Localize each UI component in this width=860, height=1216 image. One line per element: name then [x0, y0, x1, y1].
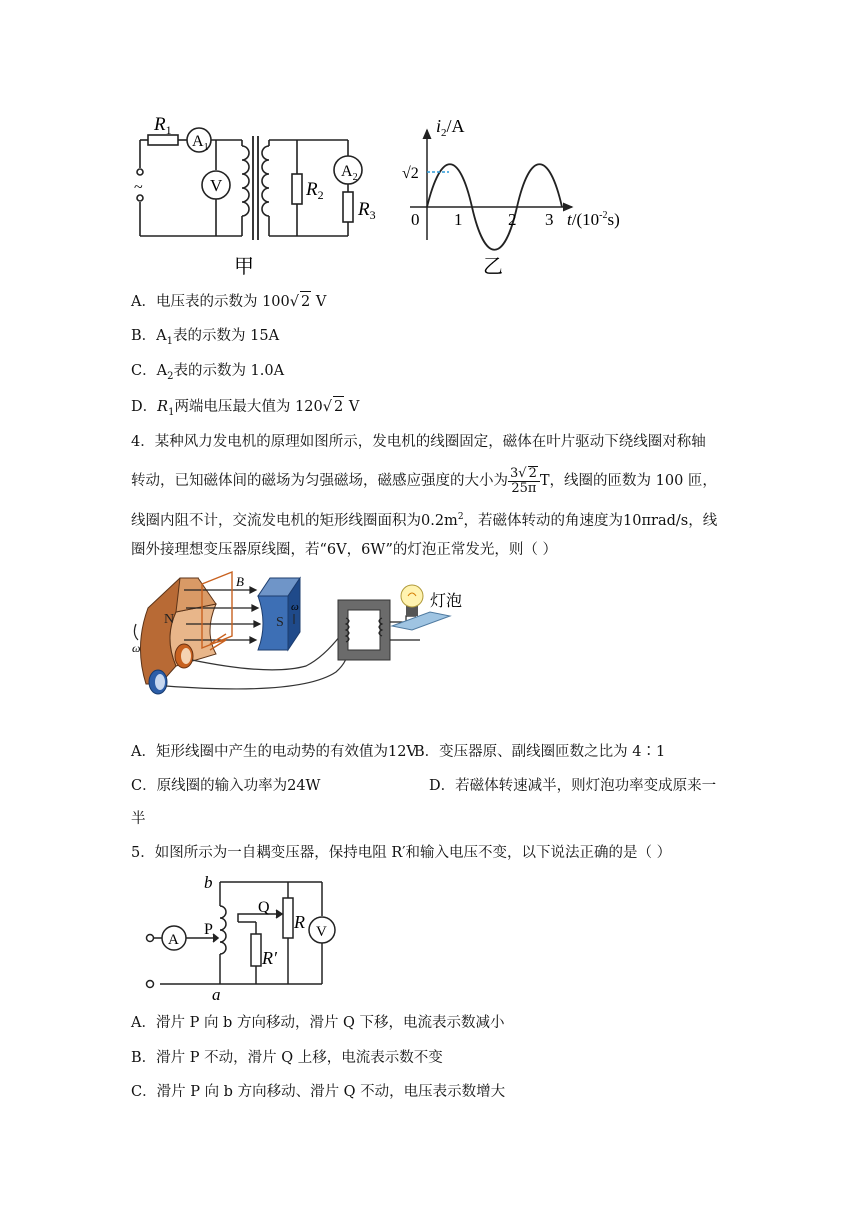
q3-option-d: D．$R_1$两端电压最大值为 120√ 2 V [131, 396, 359, 423]
bulb-label: 灯泡 [430, 593, 463, 610]
figure-yi-graph [400, 112, 650, 278]
q5-stem: 5．如图所示为一自耦变压器，保持电阻 R′和输入电压不变，以下说法正确的是（ ） [131, 845, 672, 861]
b-field-label: B [236, 574, 244, 589]
terminal-b-label: b [204, 873, 213, 892]
q5-option-c: C．滑片 P 向 b 方向移动、滑片 Q 不动，电压表示数增大 [131, 1084, 506, 1100]
q4-option-b: B．变压器原、副线圈匝数之比为 4∶1 [414, 744, 666, 760]
slider-p-label: P [204, 921, 213, 938]
tick-label: 0 [411, 210, 420, 229]
y-axis-label: $i_2/A$ [436, 116, 465, 139]
tick-label: 1 [454, 210, 463, 229]
rheostat-r-label: R [294, 912, 305, 932]
caption-jia: 甲 [234, 256, 254, 278]
slider-q-label: Q [258, 899, 270, 916]
q4-option-d: D．若磁体转速减半，则灯泡功率变成原来一 [429, 778, 717, 794]
peak-label: √2 [402, 165, 419, 182]
ac-source-symbol: ~ [134, 179, 143, 196]
omega-n-label: ω [132, 641, 141, 655]
q4-line2: 转动，已知磁体间的磁场为匀强磁场，磁感应强度的大小为 $\frac{3√ 2}{25\pi}$ T，线圈的匝数为 100 匝， [131, 466, 717, 496]
q3-option-a: A．电压表的示数为 100√ 2 V [131, 291, 326, 312]
q4-option-a: A．矩形线圈中产生的电动势的有效值为12V [131, 744, 417, 760]
r3-label: $R_3$ [358, 199, 376, 222]
r1-label: $R_1$ [154, 114, 172, 137]
omega-s-label: ω [291, 601, 299, 613]
voltmeter-label: V [316, 924, 327, 940]
b-field-fraction: $\frac{3√ 2}{25\pi}$ [508, 466, 540, 496]
q5-option-a: A．滑片 P 向 b 方向移动，滑片 Q 下移，电流表示数减小 [131, 1015, 505, 1031]
q4-option-c: C．原线圈的输入功率为24W [131, 778, 321, 794]
tick-label: 2 [508, 210, 517, 229]
n-pole-label: N [164, 612, 175, 627]
q4-option-d-cont: 半 [131, 811, 146, 827]
resistor-rprime-label: R′ [262, 948, 277, 968]
s-pole-label: S [276, 615, 284, 630]
terminal-a-label: a [212, 985, 221, 1002]
a2-label: $A_2$ [341, 163, 358, 183]
figure-wind-generator [130, 566, 470, 700]
voltmeter-label: V [210, 176, 223, 195]
ammeter-label: A [168, 932, 179, 948]
q4-line1: 4．某种风力发电机的原理如图所示，发电机的线圈固定，磁体在叶片驱动下绕线圈对称轴 [131, 434, 706, 450]
q4-line4: 圈外接理想变压器原线圈，若“6V，6W”的灯泡正常发光，则（ ） [131, 542, 558, 558]
q3-option-b: B．$A_1$表的示数为 15A [131, 328, 280, 347]
x-axis-label: $t/(10^{-2}s)$ [567, 210, 620, 229]
figure-autotransformer [130, 872, 340, 1002]
r2-label: $R_2$ [306, 179, 324, 202]
q5-option-b: B．滑片 P 不动，滑片 Q 上移，电流表示数不变 [131, 1050, 443, 1066]
caption-yi: 乙 [483, 256, 503, 278]
q4-line3: 线圈内阻不计，交流发电机的矩形线圈面积为$0.2m^2$，若磁体转动的角速度为10πrad/s，线 [131, 512, 718, 529]
q3-option-c: C．$A_2$表的示数为 1.0A [131, 363, 285, 382]
a1-label: $A_1$ [192, 133, 209, 153]
tick-label: 3 [545, 210, 554, 229]
figure-jia-circuit [130, 108, 390, 278]
